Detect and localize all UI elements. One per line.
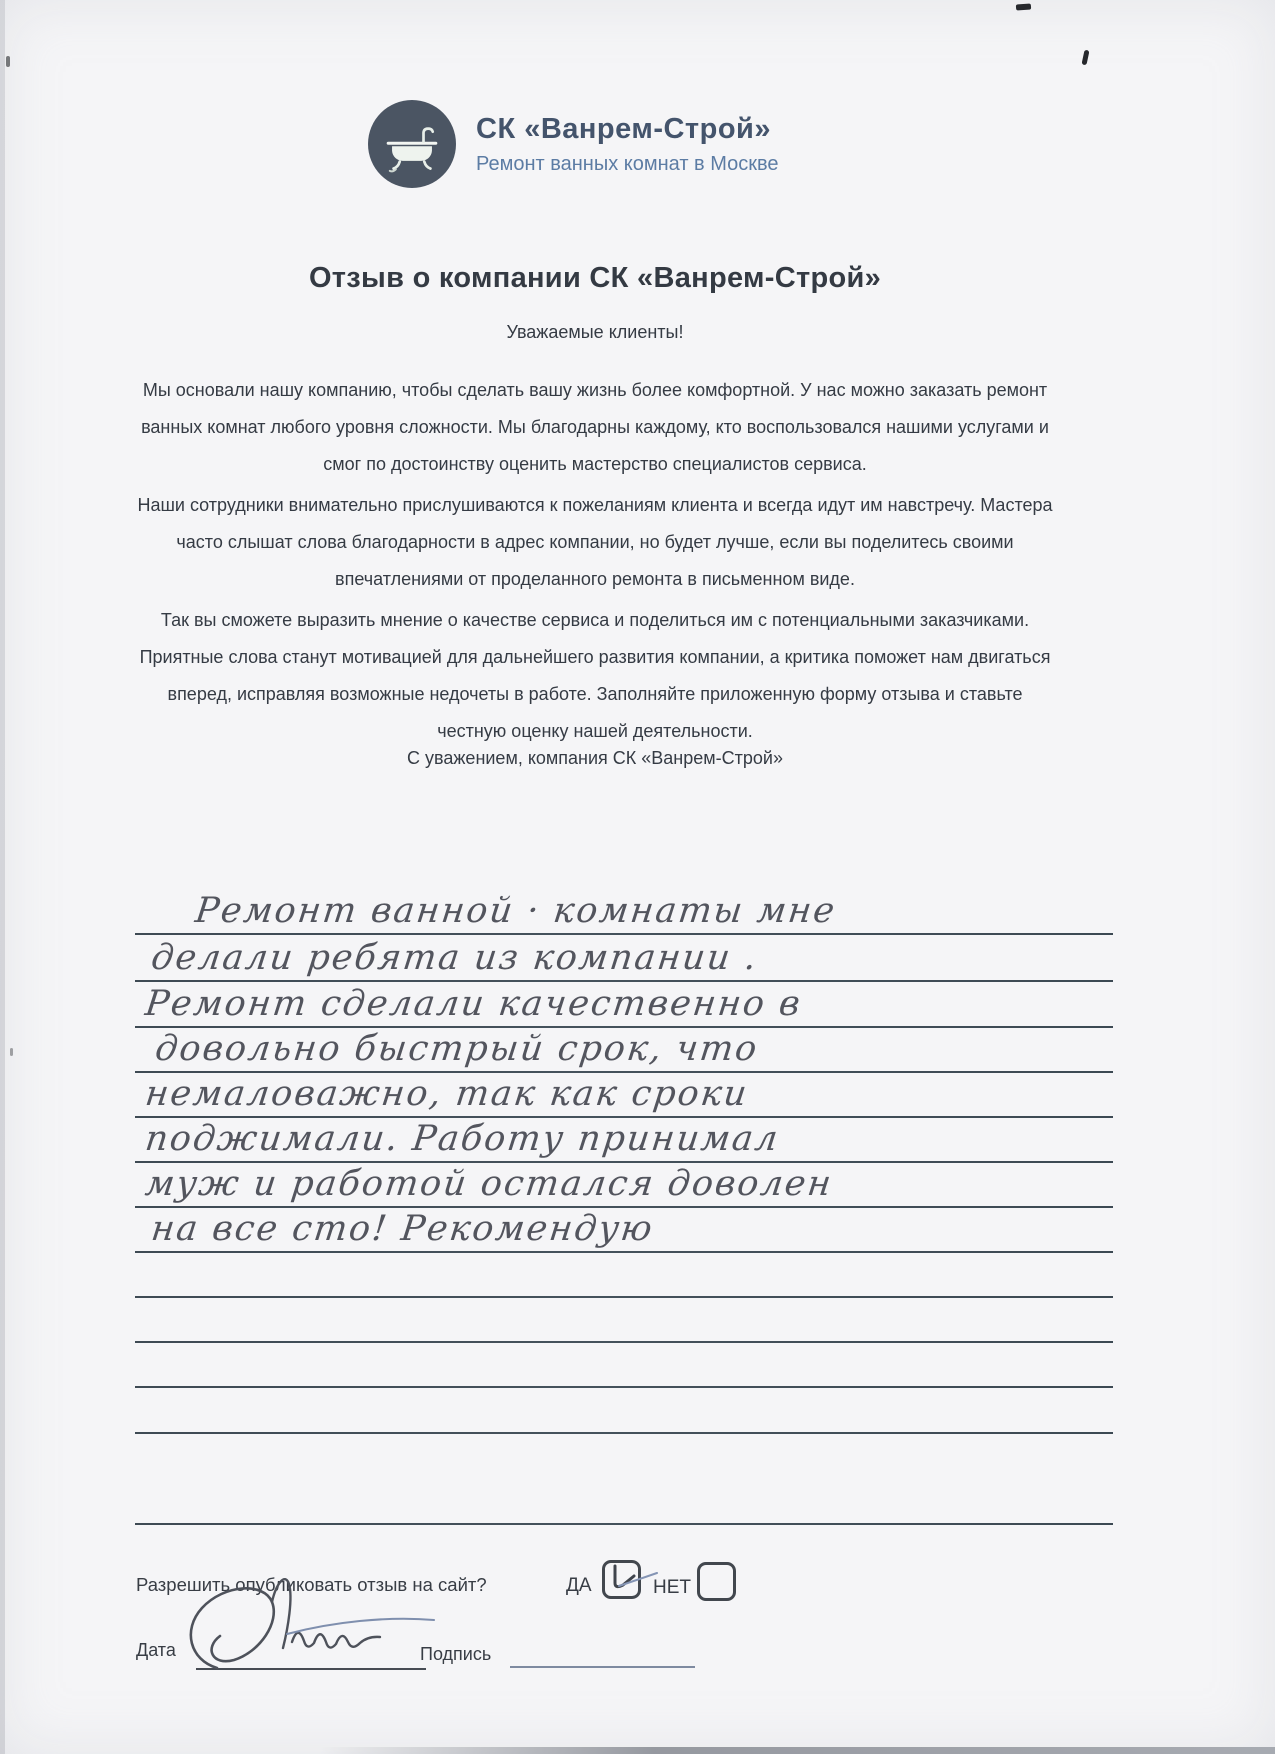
scan-edge-shadow <box>0 0 5 1754</box>
handwritten-text: делали ребята из компании . <box>149 938 761 978</box>
date-line <box>196 1668 426 1670</box>
handwritten-text: Ремонт сделали качественно в <box>143 984 805 1024</box>
ruled-line <box>135 984 1113 1028</box>
scan-artifact <box>1081 50 1089 66</box>
check-icon <box>605 1563 638 1596</box>
ruled-line <box>135 1209 1113 1253</box>
ruled-line <box>135 1074 1113 1118</box>
document-title: Отзыв о компании СК «Ванрем-Строй» <box>308 262 882 294</box>
handwritten-text: муж и работой остался доволен <box>143 1164 836 1204</box>
ruled-line <box>135 1296 1113 1298</box>
yes-label: ДА <box>566 1575 592 1596</box>
publish-question: Разрешить опубликовать отзыв на сайт? <box>136 1574 487 1595</box>
ruled-line <box>135 891 1113 935</box>
scan-artifact <box>6 56 10 67</box>
ruled-line <box>135 1029 1113 1073</box>
signoff: С уважением, компания СК «Ванрем-Строй» <box>407 748 783 768</box>
bathtub-icon <box>368 100 456 188</box>
signature-label: Подпись <box>420 1644 492 1664</box>
company-logo <box>368 100 779 188</box>
no-checkbox <box>697 1562 736 1601</box>
ruled-line <box>135 938 1113 982</box>
signature-line <box>510 1666 695 1668</box>
yes-checkbox <box>602 1560 641 1599</box>
scan-edge-shadow <box>320 1747 1275 1754</box>
scan-artifact <box>1016 3 1031 10</box>
intro-paragraph: Наши сотрудники внимательно прислушиваются к пожеланиям клиента и всегда идут им навстречу. Мастера часто слышат слова благодарности в адрес компании, но будет лучше, если вы поделитесь своими впечатлениями от проделанного ремонта в письменном виде. <box>137 495 1053 589</box>
intro-paragraph: Мы основали нашу компанию, чтобы сделать вашу жизнь более комфортной. У нас можно заказать ремонт ванных комнат любого уровня сложности. Мы благодарны каждому, кто воспользовался нашими услугами и смог по достоинству оценить мастерство специалистов сервиса. <box>141 380 1049 474</box>
scan-artifact <box>10 1048 13 1056</box>
handwritten-text: на все сто! Рекомендую <box>149 1209 657 1249</box>
handwritten-text: Ремонт ванной · комнаты мне <box>193 891 839 931</box>
handwritten-text: поджимали. Работу принимал <box>143 1119 782 1159</box>
handwritten-text: довольно быстрый срок, что <box>153 1029 761 1069</box>
logo-title: СК «Ванрем-Строй» <box>476 112 772 145</box>
ruled-line <box>135 1119 1113 1163</box>
logo-subtitle: Ремонт ванных комнат в Москве <box>476 152 779 175</box>
handwritten-text: немаловажно, так как сроки <box>143 1074 751 1114</box>
ruled-line <box>135 1432 1113 1434</box>
salutation: Уважаемые клиенты! <box>506 322 684 342</box>
no-label: НЕТ <box>653 1577 691 1598</box>
ruled-line <box>135 1523 1113 1525</box>
ruled-line <box>135 1386 1113 1388</box>
intro-paragraph: Так вы сможете выразить мнение о качестве сервиса и поделиться им с потенциальными заказчиками. Приятные слова станут мотивацией для дальнейшего развития компании, а критика поможет нам двигаться вперед, исправляя возможные недочеты в работе. Заполняйте приложенную форму отзыва и ставьте честную оценку нашей деятельности. <box>139 610 1051 741</box>
ruled-line <box>135 1164 1113 1208</box>
ruled-line <box>135 1341 1113 1343</box>
date-label: Дата <box>136 1640 176 1660</box>
